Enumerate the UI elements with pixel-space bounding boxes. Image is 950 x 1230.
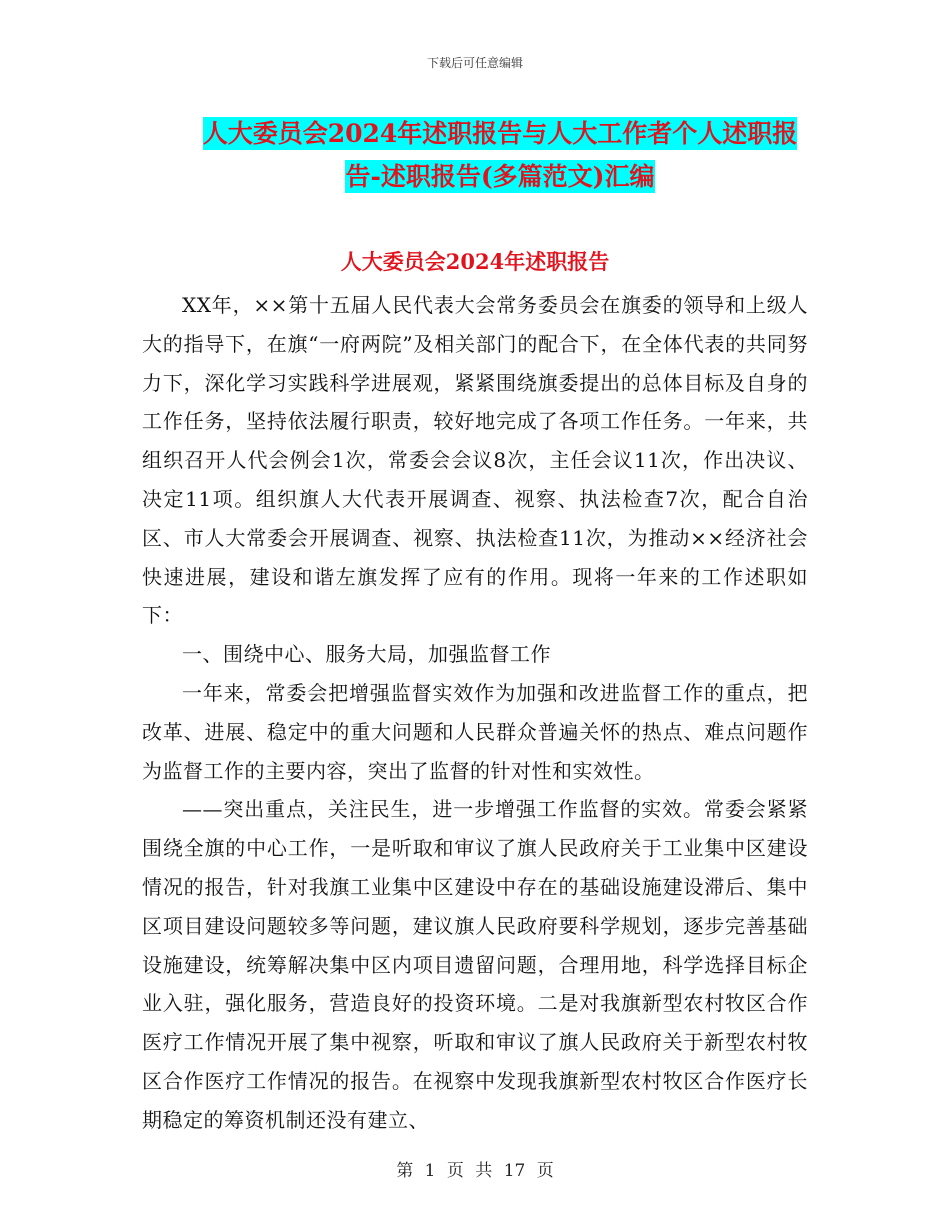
document-title bbox=[140, 112, 860, 198]
section-heading: 一、围绕中心、服务大局，加强监督工作 bbox=[182, 642, 551, 667]
page-number: 第 1 页 共 17 页 bbox=[396, 1161, 554, 1181]
paragraph: 一年来，常委会把增强监督实效作为加强和改进监督工作的重点，把改革、进展、稳定中的重大问题和人民群众普遍关怀的热点、难点问题作为监督工作的主要内容，突出了监督的针对性和实效性。 bbox=[142, 680, 808, 783]
title-line-2: 告-述职报告(多篇范文)汇编 bbox=[345, 162, 655, 191]
document-body bbox=[142, 286, 808, 1140]
section-title: 人大委员会2024年述职报告 bbox=[340, 249, 610, 274]
title-line-1: 人大委员会2024年述职报告与人大工作者个人述职报 bbox=[202, 119, 798, 148]
header-note: 下载后可任意编辑 bbox=[426, 56, 523, 70]
paragraph: XX年，××第十五届人民代表大会常务委员会在旗委的领导和上级人大的指导下，在旗“一府两院”及相关部门的配合下，在全体代表的共同努力下，深化学习实践科学进展观，紧紧围绕旗委提出的总体目标及自身的工作任务，坚持依法履行职责，较好地完成了各项工作任务。一年来，共组织召开人代会例会1次，常委会会议8次，主任会议11次，作出决议、决定11项。组织旗人大代表开展调查、视察、执法检查7次，配合自治区、市人大常委会开展调查、视察、执法检查11次，为推动××经济社会快速进展，建设和谐左旗发挥了应有的作用。现将一年来的工作述职如下： bbox=[142, 293, 808, 628]
paragraph: ——突出重点，关注民生，进一步增强工作监督的实效。常委会紧紧围绕全旗的中心工作，一是听取和审议了旗人民政府关于工业集中区建设情况的报告，针对我旗工业集中区建设中存在的基础设施建设滞后、集中区项目建设问题较多等问题，建议旗人民政府要科学规划，逐步完善基础设施建设，统筹解决集中区内项目遗留问题，合理用地，科学选择目标企业入驻，强化服务，营造良好的投资环境。二是对我旗新型农村牧区合作医疗工作情况开展了集中视察，听取和审议了旗人民政府关于新型农村牧区合作医疗工作情况的报告。在视察中发现我旗新型农村牧区合作医疗长期稳定的筹资机制还没有建立、 bbox=[142, 797, 808, 1132]
